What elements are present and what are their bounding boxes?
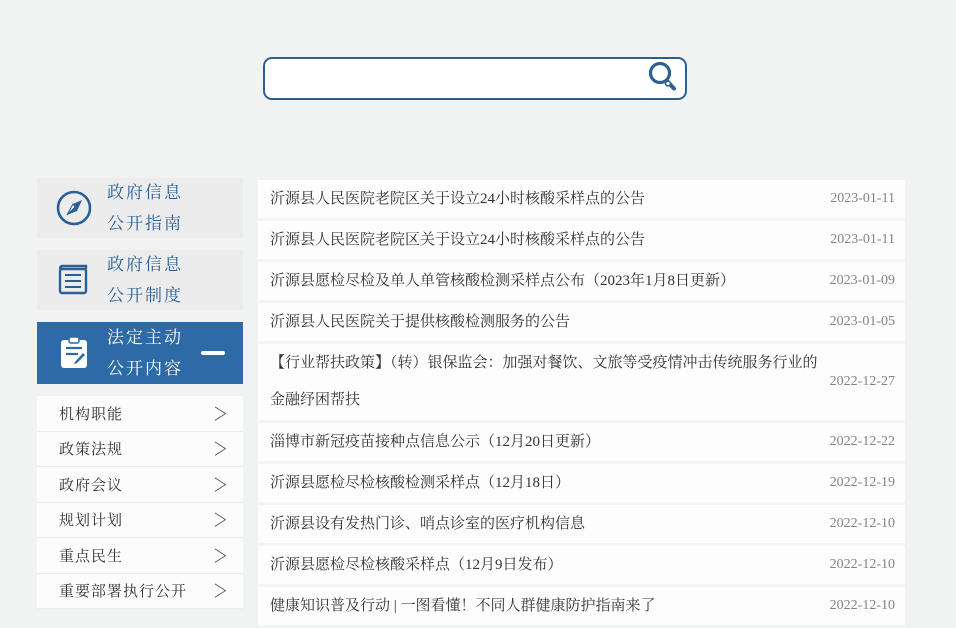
chevron-right-icon: ＞ bbox=[212, 438, 229, 461]
sidebar bbox=[37, 178, 243, 609]
subitem-label: 重点民生 bbox=[59, 548, 124, 565]
news-item[interactable] bbox=[258, 180, 905, 221]
news-item[interactable] bbox=[258, 221, 905, 262]
sidebar-item-label: 政府信息 公开指南 bbox=[107, 183, 183, 233]
search-button[interactable] bbox=[639, 59, 685, 98]
subitem-label: 机构职能 bbox=[59, 406, 124, 423]
news-title-link[interactable]: 【行业帮扶政策】（转）银保监会：加强对餐饮、文旅等受疫情冲击传统服务行业的金融纾困帮扶 bbox=[270, 355, 818, 408]
chevron-right-icon: ＞ bbox=[212, 544, 229, 568]
sidebar-item-legal-disclosure[interactable] bbox=[37, 322, 243, 384]
news-item[interactable] bbox=[258, 262, 905, 303]
minus-icon[interactable] bbox=[201, 351, 225, 355]
news-date: 2023-01-11 bbox=[830, 191, 895, 206]
search-icon bbox=[645, 60, 679, 97]
clipboard-pencil-icon bbox=[51, 333, 97, 373]
news-item[interactable] bbox=[258, 587, 905, 628]
sidebar-subitem-planning[interactable] bbox=[37, 503, 243, 539]
sidebar-item-gov-info-system[interactable] bbox=[37, 250, 243, 310]
news-title-link[interactable]: 沂源县设有发热门诊、哨点诊室的医疗机构信息 bbox=[270, 516, 586, 532]
subitem-label: 规划计划 bbox=[59, 513, 124, 530]
news-title-link[interactable]: 淄博市新冠疫苗接种点信息公示（12月20日更新） bbox=[270, 434, 601, 450]
news-date: 2022-12-22 bbox=[829, 434, 895, 449]
subitem-label: 政策法规 bbox=[59, 442, 124, 459]
news-list bbox=[258, 180, 905, 628]
news-title-link[interactable]: 沂源县愿检尽检及单人单管核酸检测采样点公布（2023年1月8日更新） bbox=[270, 273, 736, 289]
sidebar-subitem-gov-meetings[interactable] bbox=[37, 467, 243, 503]
news-date: 2022-12-10 bbox=[829, 516, 895, 531]
chevron-right-icon: ＞ bbox=[212, 402, 229, 426]
news-date: 2022-12-10 bbox=[829, 557, 895, 572]
news-item[interactable] bbox=[258, 344, 905, 423]
news-item[interactable] bbox=[258, 423, 905, 464]
chevron-right-icon: ＞ bbox=[212, 473, 229, 497]
sidebar-item-label: 政府信息 公开制度 bbox=[107, 255, 183, 305]
news-date: 2022-12-27 bbox=[829, 374, 895, 389]
chevron-right-icon: ＞ bbox=[212, 580, 229, 603]
news-item[interactable] bbox=[258, 464, 905, 505]
news-date: 2023-01-05 bbox=[829, 314, 895, 329]
news-title-link[interactable]: 沂源县人民医院关于提供核酸检测服务的公告 bbox=[270, 314, 571, 330]
news-item[interactable] bbox=[258, 303, 905, 344]
compass-icon bbox=[51, 188, 97, 228]
sidebar-item-label: 法定主动 公开内容 bbox=[107, 328, 183, 378]
news-date: 2022-12-19 bbox=[829, 475, 895, 490]
subitem-label: 重要部署执行公开 bbox=[59, 584, 188, 601]
sidebar-subitem-key-deployments[interactable] bbox=[37, 574, 243, 610]
news-date: 2022-12-10 bbox=[829, 598, 895, 613]
news-title-link[interactable]: 健康知识普及行动 | 一图看懂！不同人群健康防护指南来了 bbox=[270, 598, 656, 614]
sidebar-submenu bbox=[37, 396, 243, 609]
news-date: 2023-01-11 bbox=[830, 232, 895, 247]
news-title-link[interactable]: 沂源县人民医院老院区关于设立24小时核酸采样点的公告 bbox=[270, 232, 646, 248]
news-title-link[interactable]: 沂源县愿检尽检核酸采样点（12月9日发布） bbox=[270, 557, 563, 573]
search-bar bbox=[263, 57, 687, 100]
news-title-link[interactable]: 沂源县人民医院老院区关于设立24小时核酸采样点的公告 bbox=[270, 191, 646, 207]
news-title-link[interactable]: 沂源县愿检尽检核酸检测采样点（12月18日） bbox=[270, 475, 571, 491]
search-input[interactable] bbox=[265, 59, 639, 98]
sidebar-subitem-org-functions[interactable] bbox=[37, 396, 243, 432]
news-item[interactable] bbox=[258, 505, 905, 546]
news-item[interactable] bbox=[258, 546, 905, 587]
sidebar-subitem-livelihood[interactable] bbox=[37, 538, 243, 574]
subitem-label: 政府会议 bbox=[59, 477, 124, 494]
news-date: 2023-01-09 bbox=[829, 273, 895, 288]
document-icon bbox=[51, 260, 97, 300]
sidebar-item-gov-info-guide[interactable] bbox=[37, 178, 243, 238]
chevron-right-icon: ＞ bbox=[212, 509, 229, 532]
sidebar-subitem-policies[interactable] bbox=[37, 432, 243, 468]
